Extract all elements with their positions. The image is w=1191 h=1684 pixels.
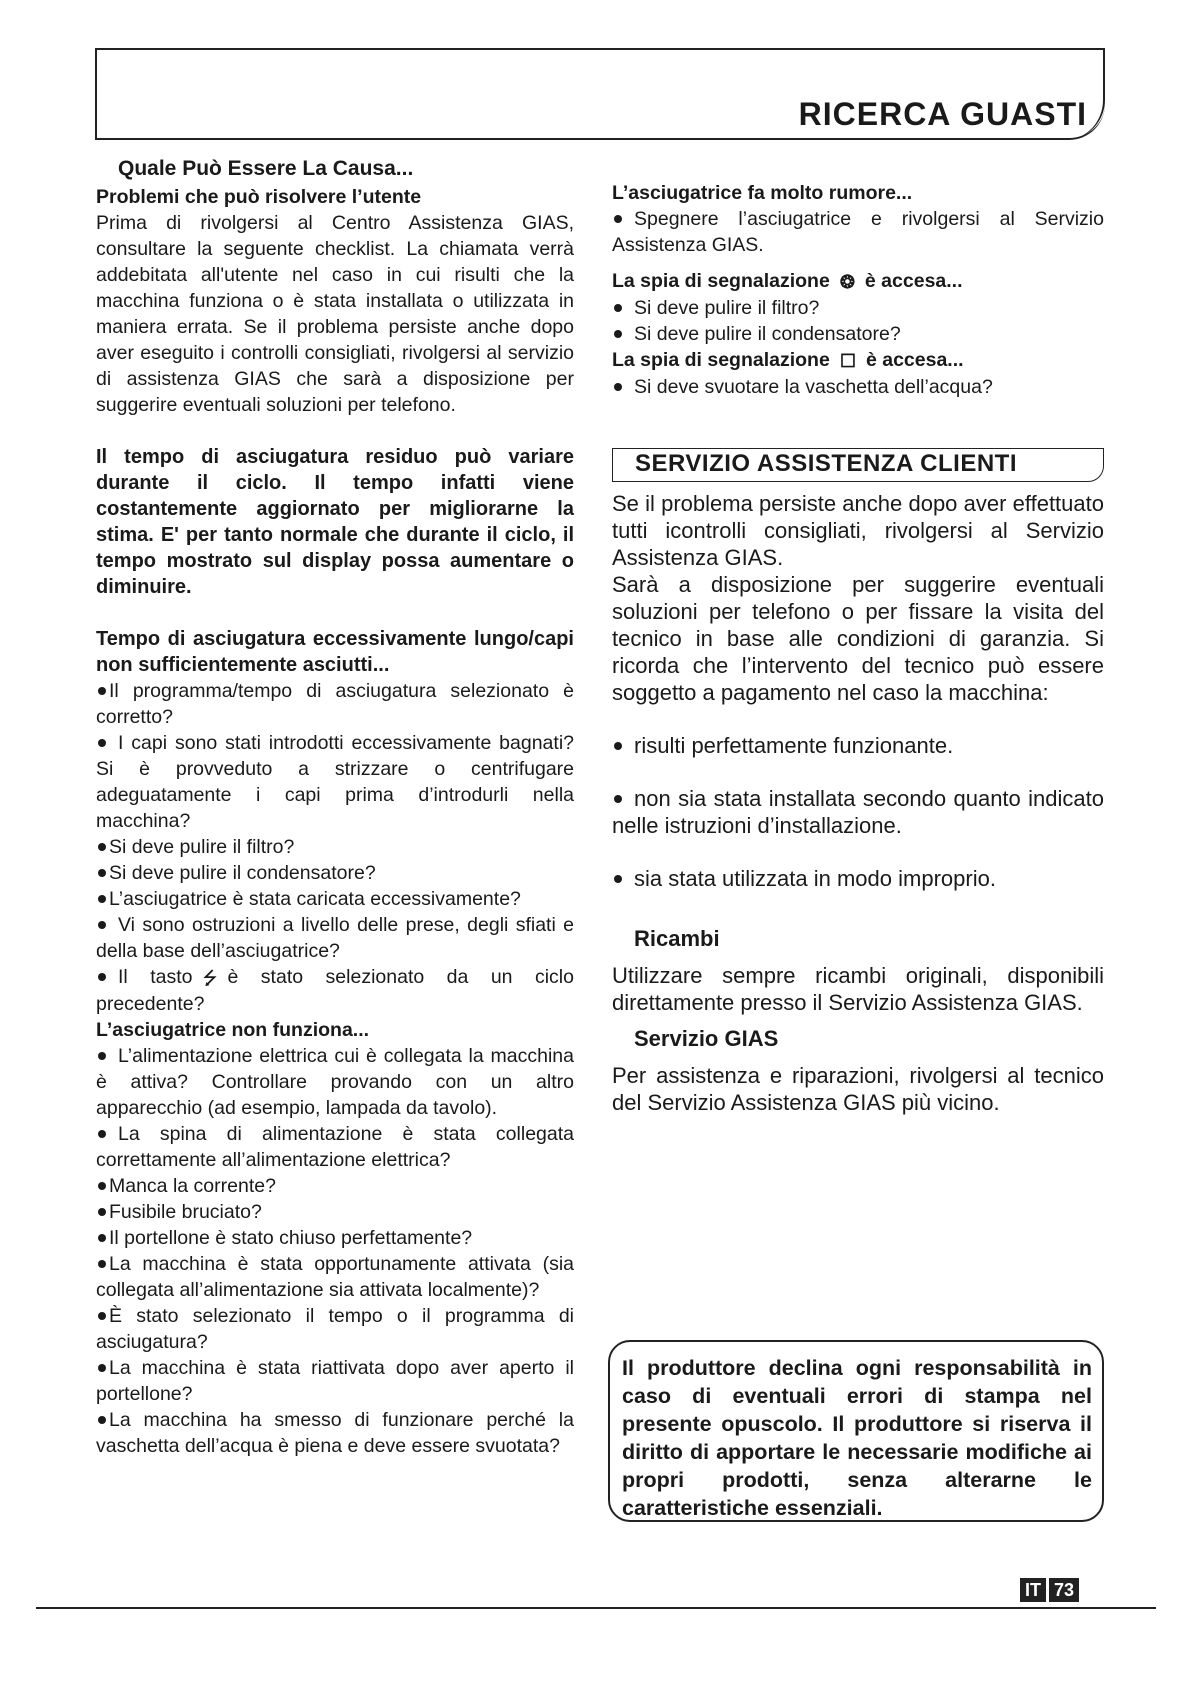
bullet-icon: [98, 1234, 106, 1242]
list-item: La spina di alimentazione è stata collegata correttamente all’alimentazione elettrica?: [96, 1123, 574, 1171]
page-number-badge: [1020, 1578, 1079, 1602]
list-item: L’asciugatrice è stata caricata eccessivamente?: [96, 886, 574, 912]
list-item: La macchina è stata riattivata dopo aver aperto il portellone?: [96, 1357, 574, 1405]
bullet-icon: [614, 330, 622, 338]
bullet-icon: [98, 1364, 106, 1372]
bullet-icon: [614, 875, 622, 883]
bullet-icon: [98, 1052, 106, 1060]
list-item: Fusibile bruciato?: [96, 1199, 574, 1225]
list-item: La macchina ha smesso di funzionare perché la vaschetta dell’acqua è piena e deve essere svuotata?: [96, 1409, 574, 1457]
bullet-icon: [614, 215, 622, 223]
list-item: L’alimentazione elettrica cui è collegata la macchina è attiva? Controllare provando con un altro apparecchio (ad esempio, lampada da tavolo).: [96, 1045, 574, 1119]
list-item: La macchina è stata opportunamente attivata (sia collegata all’alimentazione sia attivata localmente)?: [96, 1253, 574, 1301]
service-paragraph-1: Se il problema persiste anche dopo aver effettuato tutti icontrolli consigliati, rivolgersi al Servizio Assistenza GIAS.: [612, 491, 1104, 570]
list-item: Si deve svuotare la vaschetta dell’acqua?: [612, 374, 1104, 400]
gias-service-title: Servizio GIAS: [634, 1026, 779, 1051]
parts-title: Ricambi: [634, 926, 720, 951]
list-item: Il portellone è stato chiuso perfettamente?: [96, 1225, 574, 1251]
list-item: non sia stata installata secondo quanto indicato nelle istruzioni d’installazione.: [612, 786, 1104, 838]
bullet-icon: [98, 1416, 106, 1424]
language-code: IT: [1020, 1578, 1046, 1602]
list-item: risulti perfettamente funzionante.: [612, 732, 1104, 759]
left-column: [96, 156, 574, 1459]
bullet-icon: [98, 1130, 106, 1138]
list-item: Si deve pulire il condensatore?: [96, 860, 574, 886]
filter-warning-icon: ❂: [839, 272, 855, 292]
bullet-icon: [614, 795, 622, 803]
water-light-title: La spia di segnalazione ☐ è accesa...: [612, 347, 1104, 374]
cause-title: Quale Può Essere La Causa...: [118, 157, 414, 180]
bullet-icon: [98, 1208, 106, 1216]
gias-service-text: Per assistenza e riparazioni, rivolgersi al tecnico del Servizio Assistenza GIAS più vicino.: [612, 1063, 1104, 1115]
parts-text: Utilizzare sempre ricambi originali, disponibili direttamente presso il Servizio Assistenza GIAS.: [612, 963, 1104, 1015]
bullet-icon: [98, 1260, 106, 1268]
filter-light-title: La spia di segnalazione ❂ è accesa...: [612, 268, 1104, 295]
list-item: I capi sono stati introdotti eccessivamente bagnati? Si è provveduto a strizzare o centrifugare adeguatamente i capi prima d’introdurli nella macchina?: [96, 732, 574, 832]
bullet-icon: [614, 742, 622, 750]
long-drying-title: Tempo di asciugatura eccessivamente lungo/capi non sufficientemente asciutti...: [96, 628, 574, 676]
bullet-icon: [98, 843, 106, 851]
list-item: È stato selezionato il tempo o il programma di asciugatura?: [96, 1305, 574, 1353]
page-title: RICERCA GUASTI: [798, 96, 1087, 132]
bullet-icon: [98, 973, 106, 981]
list-item: Il tasto ⭍ è stato selezionato da un ciclo precedente?: [96, 966, 574, 1015]
list-item: Il programma/tempo di asciugatura selezionato è corretto?: [96, 680, 574, 728]
bullet-icon: [98, 1182, 106, 1190]
right-column: [612, 180, 1104, 1116]
not-working-title: L’asciugatrice non funziona...: [96, 1019, 370, 1041]
bullet-icon: [614, 304, 622, 312]
bullet-icon: [98, 1312, 106, 1320]
list-item: Si deve pulire il filtro?: [612, 295, 1104, 321]
user-problems-title: Problemi che può risolvere l’utente: [96, 186, 422, 208]
list-item: Si deve pulire il condensatore?: [612, 321, 1104, 347]
disclaimer-box: Il produttore declina ogni responsabilità in caso di eventuali errori di stampa nel presente opuscolo. Il produttore si riserva il diritto di apportare le necessarie modifiche ai propri prodotti, senza alterarne le caratteristiche essenziali.: [608, 1340, 1104, 1522]
bullet-icon: [614, 383, 622, 391]
list-item: Vi sono ostruzioni a livello delle prese, degli sfiati e della base dell’asciugatrice?: [96, 914, 574, 962]
list-item: Si deve pulire il filtro?: [96, 834, 574, 860]
service-section-title: SERVIZIO ASSISTENZA CLIENTI: [612, 448, 1104, 482]
list-item: Manca la corrente?: [96, 1173, 574, 1199]
bullet-icon: [98, 869, 106, 877]
bullet-icon: [98, 739, 106, 747]
intro-paragraph: Prima di rivolgersi al Centro Assistenza GIAS, consultare la seguente checklist. La chiamata verrà addebitata all'utente nel caso in cui risulti che la macchina funziona o è stata installata o utilizzata in maniera errata. Se il problema persiste anche dopo aver eseguito i controlli consigliati, rivolgersi al servizio di assistenza GIAS che sarà a disposizione per suggerire eventuali soluzioni per telefono.: [96, 212, 574, 416]
bullet-icon: [98, 687, 106, 695]
service-paragraph-2: Sarà a disposizione per suggerire eventuali soluzioni per telefono o per fissare la visita del tecnico in base alle condizioni di garanzia. Si ricorda che l’intervento del tecnico può essere soggetto a pagamento nel caso la macchina:: [612, 572, 1104, 705]
noise-title: L’asciugatrice fa molto rumore...: [612, 182, 913, 204]
list-item: Spegnere l’asciugatrice e rivolgersi al Servizio Assistenza GIAS.: [612, 208, 1104, 256]
bullet-icon: [98, 895, 106, 903]
footer-rule: [36, 1607, 1156, 1609]
page-number: 73: [1049, 1578, 1079, 1602]
time-note: Il tempo di asciugatura residuo può variare durante il ciclo. Il tempo infatti viene costantemente aggiornato per migliorarne la stima. E' per tanto normale che durante il ciclo, il tempo mostrato sul display possa aumentare o diminuire.: [96, 446, 574, 598]
water-tank-icon: ☐: [839, 351, 856, 371]
list-item: sia stata utilizzata in modo improprio.: [612, 865, 1104, 892]
bullet-icon: [98, 921, 106, 929]
anti-crease-icon: ⭍: [202, 968, 218, 988]
